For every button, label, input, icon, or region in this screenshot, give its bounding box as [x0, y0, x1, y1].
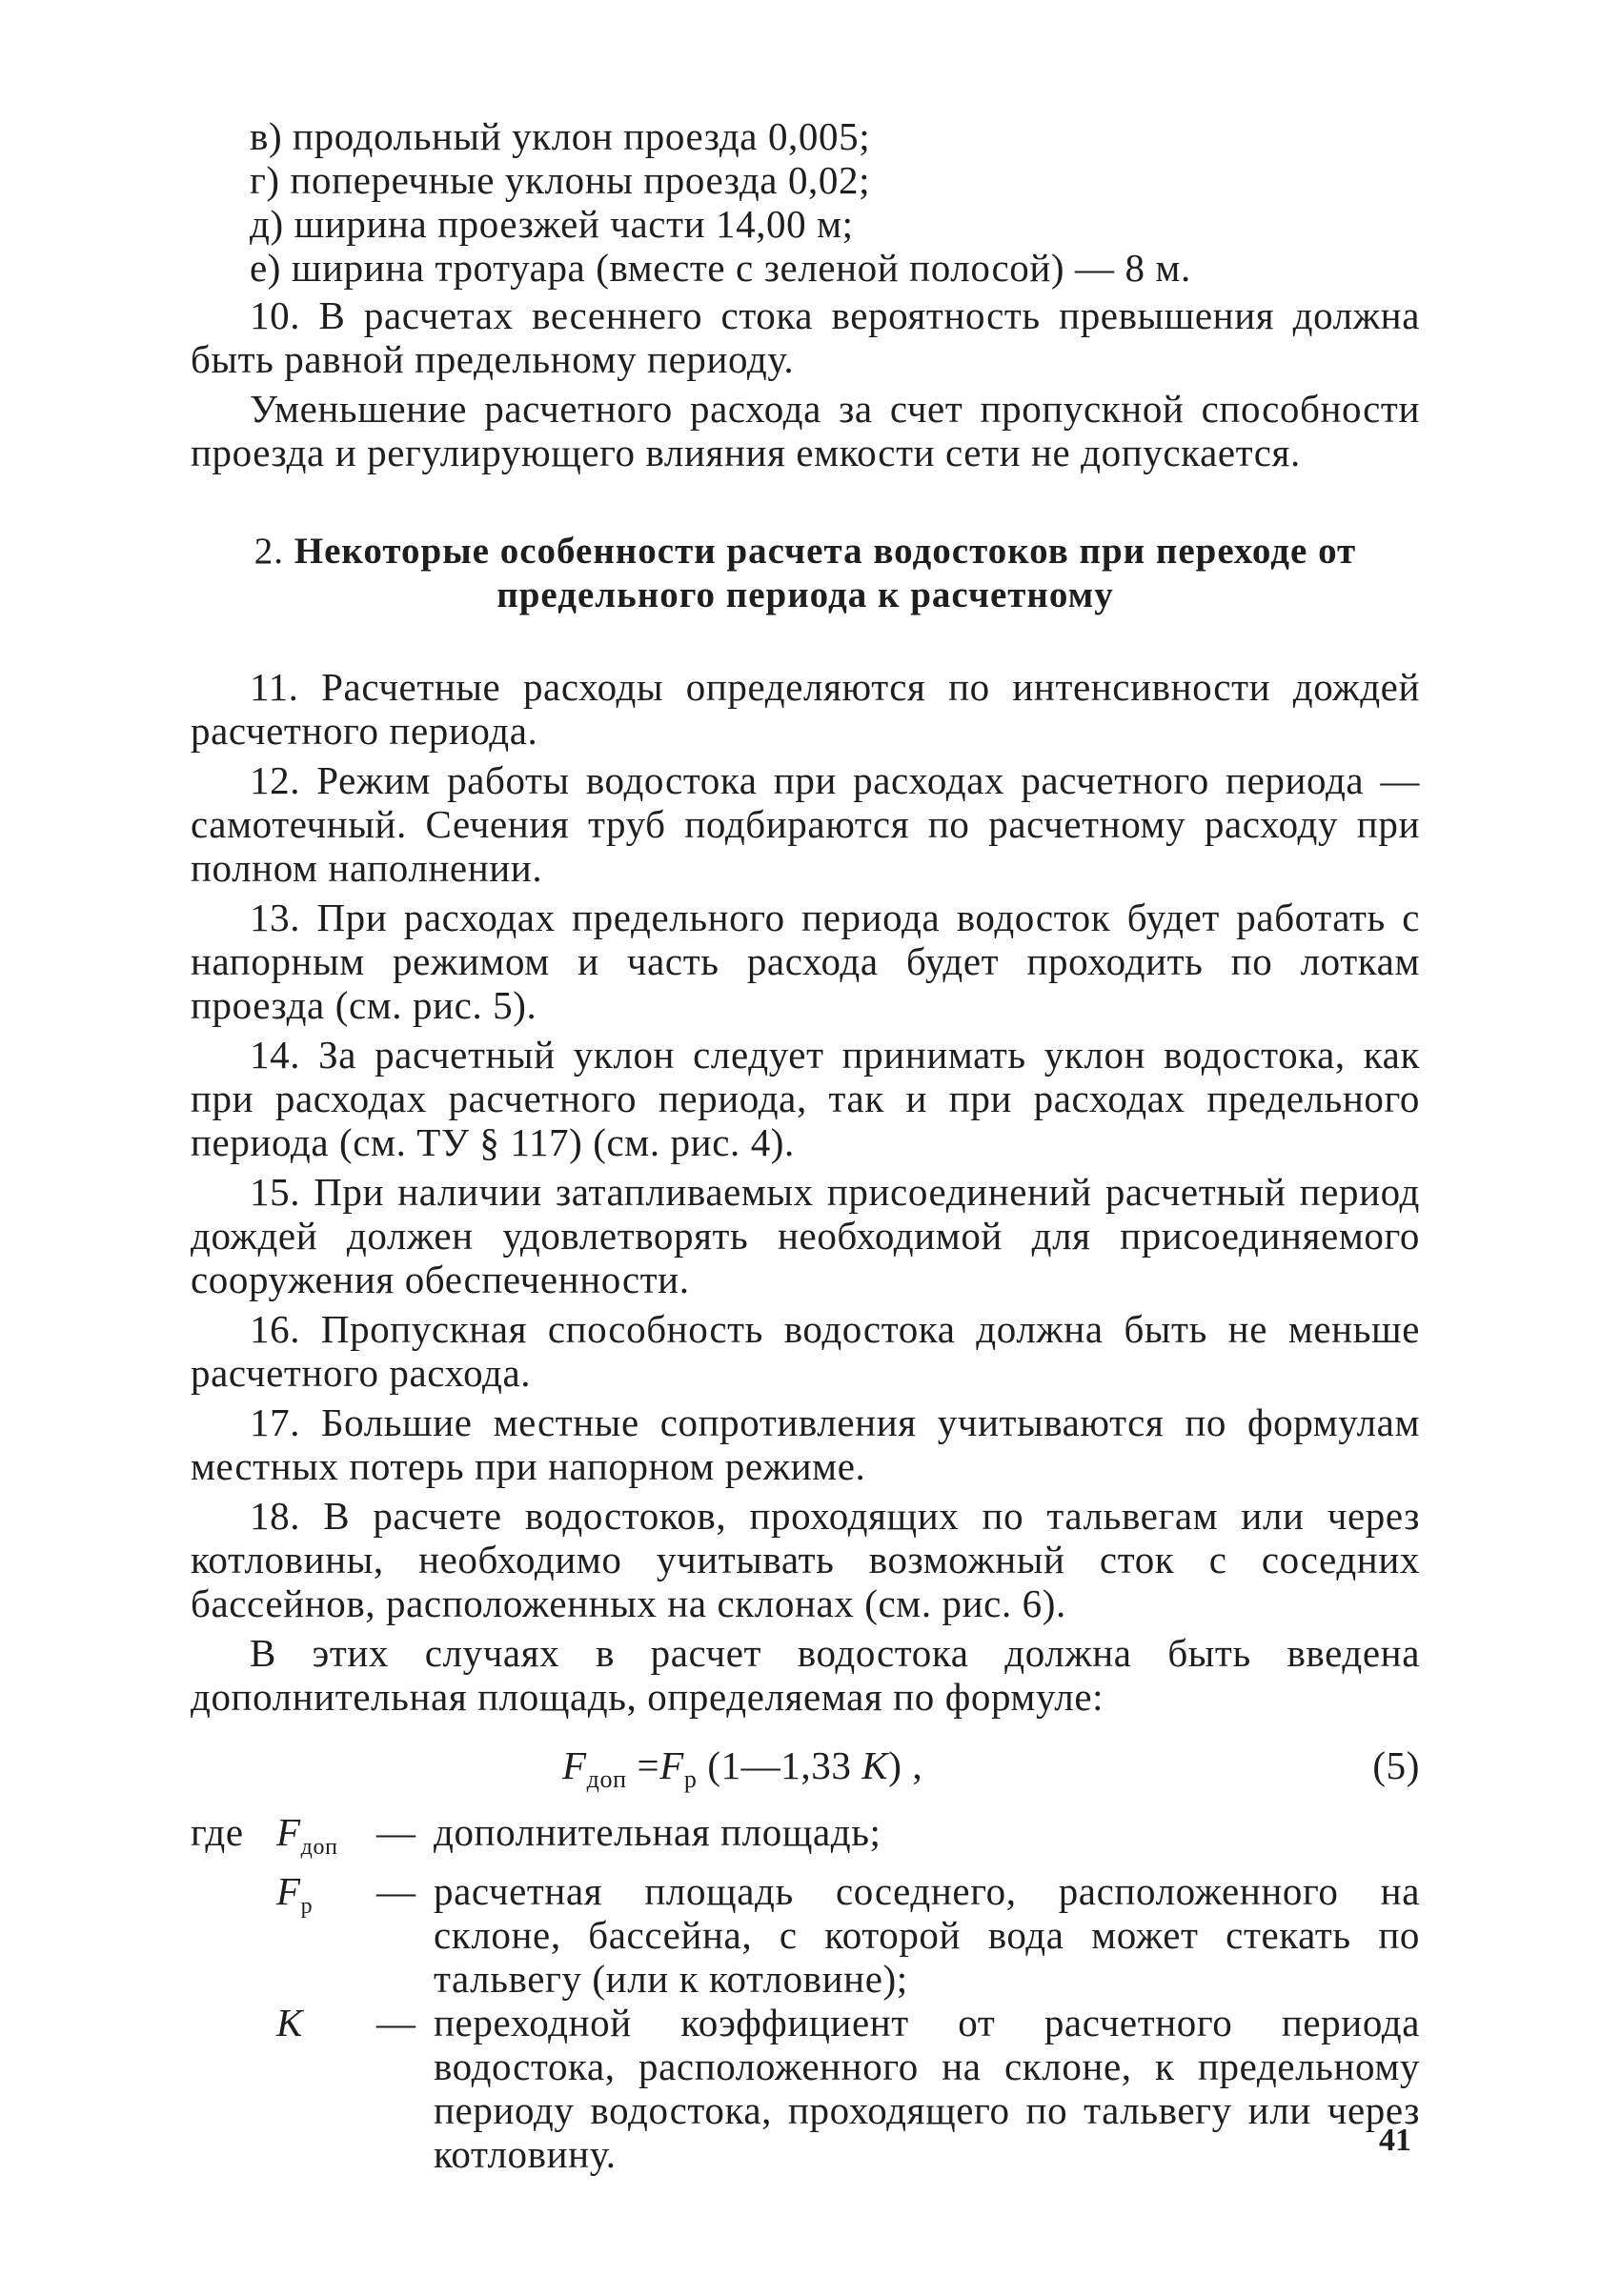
- legend-symbol: [276, 1869, 376, 2001]
- formula-rhs-expr: (1—1,33: [697, 1743, 862, 1787]
- paragraph-11: 11. Расчетные расходы определяются по интенсивности дождей расчетного периода.: [191, 665, 1420, 753]
- legend-row-fr: [191, 1869, 1420, 2001]
- formula-rhs-sub: р: [683, 1765, 698, 1794]
- legend-dash: —: [376, 1869, 416, 1914]
- formula-k-symbol: K: [861, 1743, 889, 1787]
- legend-symbol-letter: F: [276, 1810, 301, 1854]
- paragraph-15: 15. При наличии затапливаемых присоединений расчетный период дождей должен удовлетворять необходимой для присоединяемого сооружения обеспеченности.: [191, 1170, 1420, 1301]
- legend-text: переходной коэффициент от расчетного периода водостока, расположенного на склоне, к предельному периоду водостока, проходящего по тальвегу или через котловину.: [434, 2001, 1420, 2177]
- legend-symbol-sub: доп: [300, 1835, 338, 1861]
- formula-row: [191, 1734, 1420, 1801]
- page-number: 41: [1379, 2123, 1411, 2158]
- section-title: Некоторые особенности расчета водостоков при переходе от предельного периода к расчетному: [294, 531, 1357, 615]
- formula-legend: [191, 1810, 1420, 2176]
- formula-lhs-sub: доп: [586, 1765, 627, 1794]
- paragraph-14: 14. За расчетный уклон следует принимать уклон водостока, как при расходах расчетного периода, так и при расходах предельного периода (см. ТУ § 117) (см. рис. 4).: [191, 1033, 1420, 1164]
- list-item-d: д) ширина проезжей части 14,00 м;: [250, 202, 854, 246]
- legend-dash: —: [376, 2001, 416, 2045]
- legend-where-spacer: [191, 1869, 276, 2001]
- legend-symbol: [276, 2001, 376, 2176]
- section-heading: [191, 530, 1420, 617]
- legend-row-k: [191, 2001, 1420, 2176]
- legend-symbol-letter: F: [276, 1869, 301, 1914]
- paragraph-formula-intro: В этих случаях в расчет водостока должна быть введена дополнительная площадь, определяемая по формуле:: [191, 1631, 1420, 1719]
- paragraph-16: 16. Пропускная способность водостока должна быть не меньше расчетного расхода.: [191, 1307, 1420, 1395]
- legend-dash: —: [376, 1810, 416, 1854]
- legend-where-spacer: [191, 2001, 276, 2176]
- paragraph-13: 13. При расходах предельного периода водосток будет работать с напорным режимом и часть расхода будет проходить по лоткам проезда (см. рис. 5).: [191, 896, 1420, 1027]
- paragraph-18: 18. В расчете водостоков, проходящих по тальвегам или через котловины, необходимо учитывать возможный сток с соседних бассейнов, расположенных на склонах (см. рис. 6).: [191, 1494, 1420, 1625]
- legend-symbol: [276, 1810, 376, 1869]
- list-item-v: в) продольный уклон проезда 0,005;: [250, 114, 871, 158]
- paragraph-12: 12. Режим работы водостока при расходах расчетного периода — самотечный. Сечения труб подбираются по расчетному расходу при полном наполнении.: [191, 758, 1420, 890]
- paragraph-17: 17. Большие местные сопротивления учитываются по формулам местных потерь при напорном режиме.: [191, 1400, 1420, 1488]
- paragraph-10: 10. В расчетах весеннего стока вероятность превышения должна быть равной предельному периоду.: [191, 293, 1420, 381]
- formula-rhs-symbol: F: [659, 1743, 684, 1787]
- page-content: [191, 114, 1420, 2176]
- legend-row-fdop: [191, 1810, 1420, 1869]
- formula: [562, 1743, 922, 1802]
- list-item-e: е) ширина тротуара (вместе с зеленой полосой) — 8 м.: [250, 246, 1191, 290]
- legend-symbol-letter: K: [276, 2001, 303, 2045]
- paragraph-reduction: Уменьшение расчетного расхода за счет пропускной способности проезда и регулирующего влияния емкости сети не допускается.: [191, 387, 1420, 474]
- section-number: 2.: [253, 531, 285, 572]
- legend-symbol-sub: р: [300, 1894, 314, 1920]
- legend-where: где: [191, 1810, 244, 1854]
- legend-text: дополнительная площадь;: [434, 1810, 881, 1854]
- formula-lhs-symbol: F: [562, 1743, 587, 1787]
- formula-equals: =: [637, 1743, 660, 1787]
- formula-number: (5): [1372, 1743, 1420, 1787]
- list-item-g: г) поперечные уклоны проезда 0,02;: [250, 158, 871, 202]
- legend-text: расчетная площадь соседнего, расположенного на склоне, бассейна, с которой вода может стекать по тальвегу (или к котловине);: [434, 1869, 1420, 2002]
- formula-rhs-close: ) ,: [888, 1743, 923, 1787]
